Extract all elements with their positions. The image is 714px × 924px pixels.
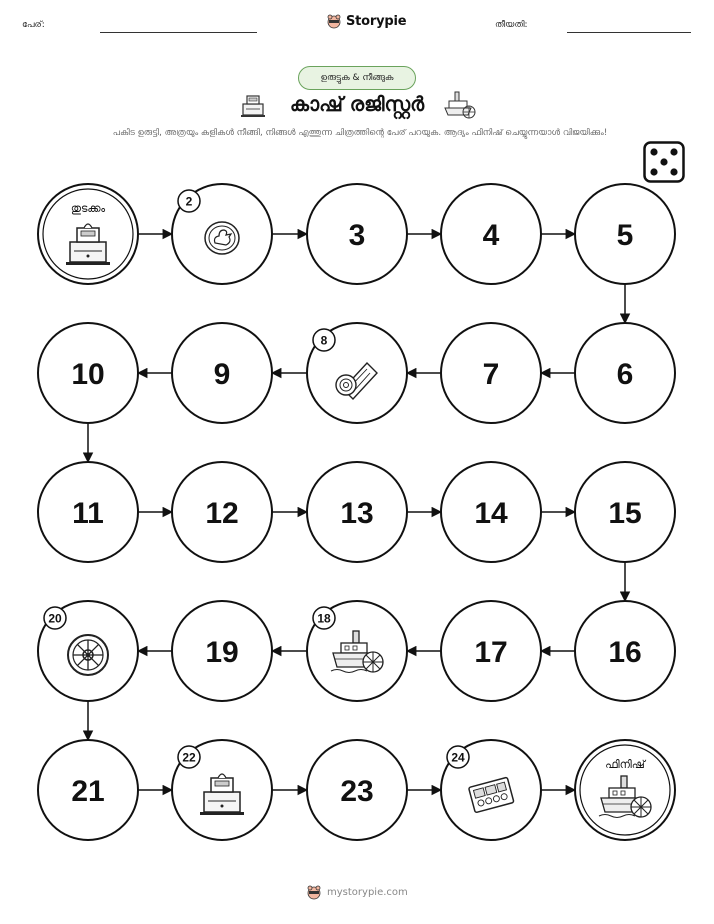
- space-number: 16: [608, 636, 642, 669]
- board-space-5[interactable]: [575, 184, 675, 284]
- footer: [306, 884, 408, 900]
- space-number: 9: [213, 358, 231, 391]
- board-space-3[interactable]: [307, 184, 407, 284]
- board-space-1[interactable]: [38, 184, 138, 284]
- space-number: 6: [616, 358, 634, 391]
- wheel-icon: [68, 635, 108, 675]
- space-number: 10: [71, 358, 105, 391]
- name-label: പേര്:: [22, 20, 45, 30]
- board-space-25[interactable]: [575, 740, 675, 840]
- board-space-16[interactable]: [575, 601, 675, 701]
- space-number: 24: [451, 750, 465, 765]
- board-space-9[interactable]: [172, 323, 272, 423]
- space-number: 17: [474, 636, 508, 669]
- board-space-18[interactable]: [307, 601, 407, 701]
- space-number: 23: [340, 775, 374, 808]
- board-space-17[interactable]: [441, 601, 541, 701]
- board-space-12[interactable]: [172, 462, 272, 562]
- space-number: 4: [482, 219, 500, 252]
- instructions: പകിട ഉരുട്ടി, അത്രയും കളികൾ നീങ്ങി, നിങ്ങൾ എത്തുന്ന ചിത്രത്തിന്റെ പേര് പറയുക. ആദ്യം ഫിനിഷ് ചെയ്യുന്നയാൾ വിജയിക്കും!: [112, 128, 608, 138]
- board-space-11[interactable]: [38, 462, 138, 562]
- board-space-6[interactable]: [575, 323, 675, 423]
- space-number: 11: [72, 497, 104, 530]
- page-title: കാഷ് രജിസ്റ്റർ: [289, 92, 425, 116]
- board-space-19[interactable]: [172, 601, 272, 701]
- space-number: 3: [348, 219, 366, 252]
- board-space-7[interactable]: [441, 323, 541, 423]
- start-label: തുടക്കം: [70, 203, 106, 215]
- space-number: 2: [185, 194, 193, 209]
- board-space-8[interactable]: [307, 323, 407, 423]
- board-space-2[interactable]: [172, 184, 272, 284]
- date-label: തീയതി:: [495, 20, 528, 30]
- activity-pill: ഉരുട്ടുക & നീങ്ങുക: [298, 66, 416, 90]
- space-number: 19: [205, 636, 239, 669]
- space-number: 18: [317, 611, 331, 626]
- board-space-15[interactable]: [575, 462, 675, 562]
- board-space-22[interactable]: [172, 740, 272, 840]
- space-number: 20: [48, 611, 62, 626]
- space-number: 15: [608, 497, 642, 530]
- brand-name: Storypie: [346, 13, 407, 29]
- space-number: 12: [205, 497, 239, 530]
- coin-icon: [205, 222, 239, 254]
- board-space-23[interactable]: [307, 740, 407, 840]
- space-number: 21: [71, 775, 105, 808]
- space-number: 14: [474, 497, 508, 530]
- storypie-logo-icon: [306, 884, 322, 900]
- board-space-20[interactable]: [38, 601, 138, 701]
- board-space-24[interactable]: [441, 740, 541, 840]
- footer-url: mystorypie.com: [327, 886, 408, 898]
- board-space-14[interactable]: [441, 462, 541, 562]
- board-space-21[interactable]: [38, 740, 138, 840]
- board-space-4[interactable]: [441, 184, 541, 284]
- finish-label: ഫിനിഷ്: [605, 759, 645, 771]
- space-number: 7: [482, 358, 500, 391]
- board-space-10[interactable]: [38, 323, 138, 423]
- space-number: 13: [340, 497, 374, 530]
- board-space-13[interactable]: [307, 462, 407, 562]
- space-number: 5: [616, 219, 634, 252]
- space-number: 22: [182, 750, 196, 765]
- space-number: 8: [320, 333, 328, 348]
